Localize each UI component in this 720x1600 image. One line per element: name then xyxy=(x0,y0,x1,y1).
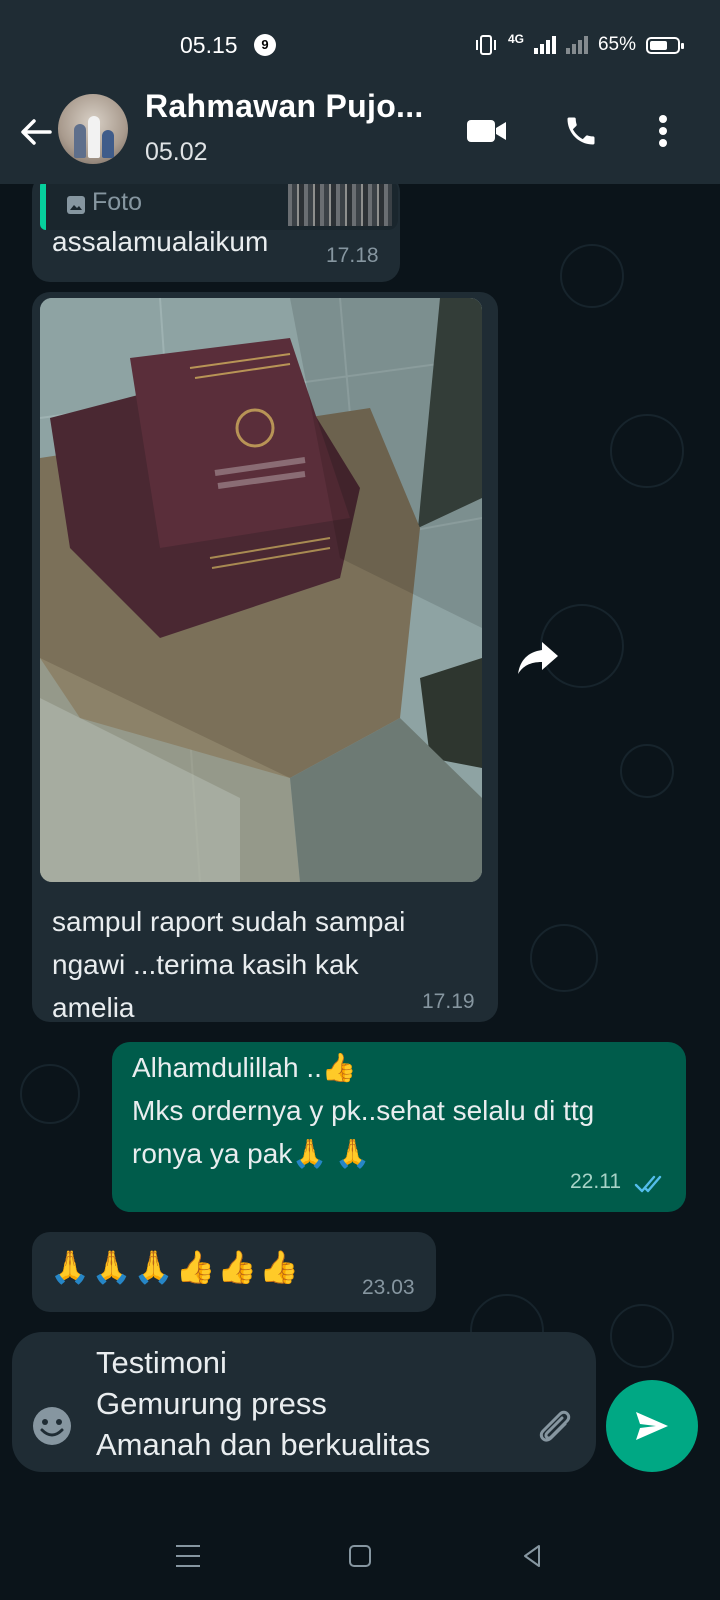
status-icons xyxy=(474,32,680,58)
image-caption-line: amelia xyxy=(52,992,135,1023)
wallpaper-doodle xyxy=(560,244,624,308)
notification-count-badge: 9 xyxy=(254,34,276,56)
message-text: assalamualaikum xyxy=(52,226,269,257)
message-time: 17.19 xyxy=(422,990,475,1013)
wallpaper-doodle xyxy=(610,414,684,488)
attach-icon[interactable] xyxy=(532,1404,576,1448)
vibrate-icon xyxy=(474,34,498,56)
read-ticks-icon xyxy=(634,1174,668,1194)
message-line: Mks ordernya y pk..sehat selalu di ttg xyxy=(132,1095,595,1126)
wallpaper-doodle xyxy=(620,744,674,798)
network-type: 4G xyxy=(507,32,524,46)
message-line: ronya ya pak🙏 🙏 xyxy=(132,1138,370,1169)
menu-icon xyxy=(174,1543,202,1569)
back-nav-button[interactable] xyxy=(508,1532,556,1580)
signal-icon xyxy=(534,36,556,54)
back-nav-icon xyxy=(519,1543,545,1569)
message-photo[interactable] xyxy=(40,298,482,882)
wallpaper-doodle xyxy=(20,1064,80,1124)
message-incoming[interactable] xyxy=(32,1232,436,1312)
last-seen: 05.02 xyxy=(145,138,208,166)
contact-avatar[interactable] xyxy=(58,94,128,164)
send-icon xyxy=(632,1406,672,1446)
forward-icon[interactable] xyxy=(512,630,564,682)
more-options-icon xyxy=(657,113,669,149)
battery-icon xyxy=(646,37,680,54)
wallpaper-doodle xyxy=(530,924,598,992)
composer-line[interactable]: Amanah dan berkualitas xyxy=(96,1427,431,1462)
message-line: Alhamdulillah ..👍 xyxy=(132,1052,357,1083)
system-nav-bar xyxy=(0,1512,720,1600)
chat-area[interactable] xyxy=(0,184,720,1512)
emoji-icon[interactable] xyxy=(30,1404,74,1448)
avatar-figure xyxy=(88,116,100,158)
message-composer[interactable] xyxy=(12,1332,596,1472)
video-call-icon xyxy=(465,117,509,145)
composer-line[interactable]: Testimoni xyxy=(96,1345,227,1380)
photo-icon xyxy=(66,195,86,215)
avatar-figure xyxy=(102,130,114,158)
message-time: 17.18 xyxy=(326,244,379,267)
back-arrow-icon[interactable] xyxy=(14,110,58,154)
avatar-figure xyxy=(74,124,86,158)
battery-percent: 65% xyxy=(597,34,636,55)
reply-label: Foto xyxy=(92,188,143,216)
chat-header xyxy=(0,84,720,184)
status-time: 05.15 xyxy=(180,32,238,58)
contact-name[interactable]: Rahmawan Pujo... xyxy=(145,88,424,124)
message-time: 23.03 xyxy=(362,1276,415,1299)
wallpaper-doodle xyxy=(610,1304,674,1368)
voice-call-icon xyxy=(563,113,599,149)
message-outgoing[interactable] xyxy=(112,1042,686,1212)
message-incoming[interactable] xyxy=(32,184,400,282)
home-icon xyxy=(347,1543,373,1569)
photo-content xyxy=(40,298,482,882)
voice-call-button[interactable] xyxy=(556,106,606,156)
more-options-button[interactable] xyxy=(638,106,688,156)
reply-thumbnail xyxy=(288,184,392,226)
home-nav-button[interactable] xyxy=(336,1532,384,1580)
battery-fill xyxy=(650,41,667,50)
status-bar xyxy=(0,0,720,84)
message-time: 22.11 xyxy=(570,1170,621,1193)
image-caption-line: sampul raport sudah sampai xyxy=(52,906,406,937)
menu-nav-button[interactable] xyxy=(164,1532,212,1580)
signal-2-icon xyxy=(566,36,588,54)
message-text: 🙏🙏🙏👍👍👍 xyxy=(50,1249,302,1285)
composer-line[interactable]: Gemurung press xyxy=(96,1386,327,1421)
video-call-button[interactable] xyxy=(462,106,512,156)
send-button[interactable] xyxy=(606,1380,698,1472)
image-caption-line: ngawi ...terima kasih kak xyxy=(52,949,359,980)
